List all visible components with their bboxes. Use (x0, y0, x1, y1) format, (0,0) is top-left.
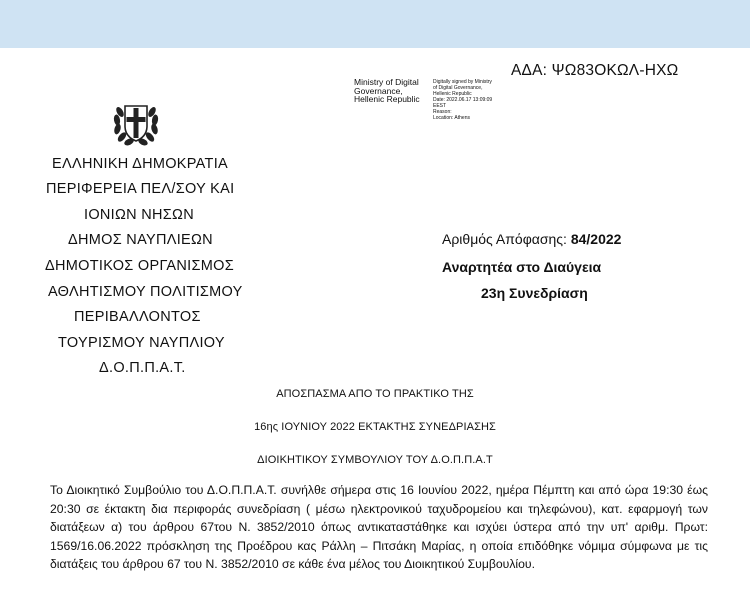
minutes-paragraph: Το Διοικητικό Συμβούλιο του Δ.Ο.Π.Π.Α.Τ. συνήλθε σήμερα στις 16 Ιουνίου 2022, ημέρα Πέμπτη και από ώρα 19:30 έως 20:30 σε έκτακτη δια περιφοράς συνεδρίαση ( μέσω ηλεκτρονικού ταχυδρομείου και τηλεφώνου), κατ. εφαρμογή των διατάξεων α) του άρθρου 67του Ν. 3852/2010 όπως αντικαταστάθηκε και ισχύει ύστερα από την υπ' αριθμ. Πρωτ: 1569/16.06.2022 πρόσκληση της Προέδρου κας Ράλλη – Πιτσάκη Μαρίας, η οποία επιδόθηκε νόμιμα σύμφωνα με τις διατάξεις του άρθρου 67 του Ν. 3852/2010 σε κάθε ένα μέλος του Διοικητικού Συμβουλίου. (50, 483, 708, 571)
signature-org-line: Hellenic Republic (354, 94, 420, 104)
greek-emblem-icon (111, 98, 161, 148)
org-line: ΠΕΡΙΦΕΡΕΙΑ ΠΕΛ/ΣΟΥ ΚΑΙ (46, 181, 235, 197)
org-line: ΤΟΥΡΙΣΜΟΥ ΝΑΥΠΛΙΟΥ (58, 335, 225, 351)
org-line: ΔΗΜΟΣ ΝΑΥΠΛΙΕΩΝ (68, 232, 213, 248)
signature-detail-line: of Digital Governance, (433, 85, 483, 91)
decision-number-value: 84/2022 (570, 231, 622, 247)
signature-org-line: Governance, (354, 85, 403, 96)
org-line: ΙΟΝΙΩΝ ΝΗΣΩΝ (84, 207, 194, 223)
signature-detail-line: Location: Athens (433, 115, 470, 121)
org-line: ΕΛΛΗΝΙΚΗ ΔΗΜΟΚΡΑΤΙΑ (52, 156, 229, 172)
extract-title-line-1: ΑΠΟΣΠΑΣΜΑ ΑΠΟ ΤΟ ΠΡΑΚΤΙΚΟ ΤΗΣ (276, 388, 474, 400)
decision-number (442, 231, 621, 247)
signature-detail-line: Digitally signed by Ministry (433, 79, 492, 85)
top-band (0, 0, 750, 48)
signature-org (354, 78, 434, 104)
org-line: Δ.Ο.Π.Π.Α.Τ. (99, 360, 186, 376)
org-line: ΑΘΛΗΤΙΣΜΟΥ ΠΟΛΙΤΙΣΜΟΥ (48, 284, 243, 300)
ada-code: ΑΔΑ: ΨΩ83ΟΚΩΛ-ΗΧΩ (511, 62, 679, 79)
decision-session: 23η Συνεδρίαση (481, 285, 588, 301)
org-line: ΔΗΜΟΤΙΚΟΣ ΟΡΓΑΝΙΣΜΟΣ (45, 258, 234, 274)
org-line: ΠΕΡΙΒΑΛΛΟΝΤΟΣ (74, 309, 201, 325)
decision-posting: Αναρτητέα στο Διαύγεια (442, 259, 602, 275)
decision-number-label: Αριθμός Απόφασης: (442, 231, 571, 247)
extract-title-line-2: 16ης ΙΟΥΝΙΟΥ 2022 ΕΚΤΑΚΤΗΣ ΣΥΝΕΔΡΙΑΣΗΣ (254, 421, 496, 433)
extract-title-line-3: ΔΙΟΙΚΗΤΙΚΟΥ ΣΥΜΒΟΥΛΙΟΥ ΤΟΥ Δ.Ο.Π.Π.Α.Τ (257, 454, 493, 466)
signature-detail-line: EEST (433, 103, 447, 109)
signature-detail-line: Reason: (433, 109, 452, 115)
signature-detail-line: Date: 2022.06.17 13:09:09 (433, 97, 493, 103)
signature-org-line: Ministry of Digital (354, 77, 419, 87)
signature-details (433, 79, 528, 121)
signature-detail-line: Hellenic Republic (433, 91, 472, 97)
